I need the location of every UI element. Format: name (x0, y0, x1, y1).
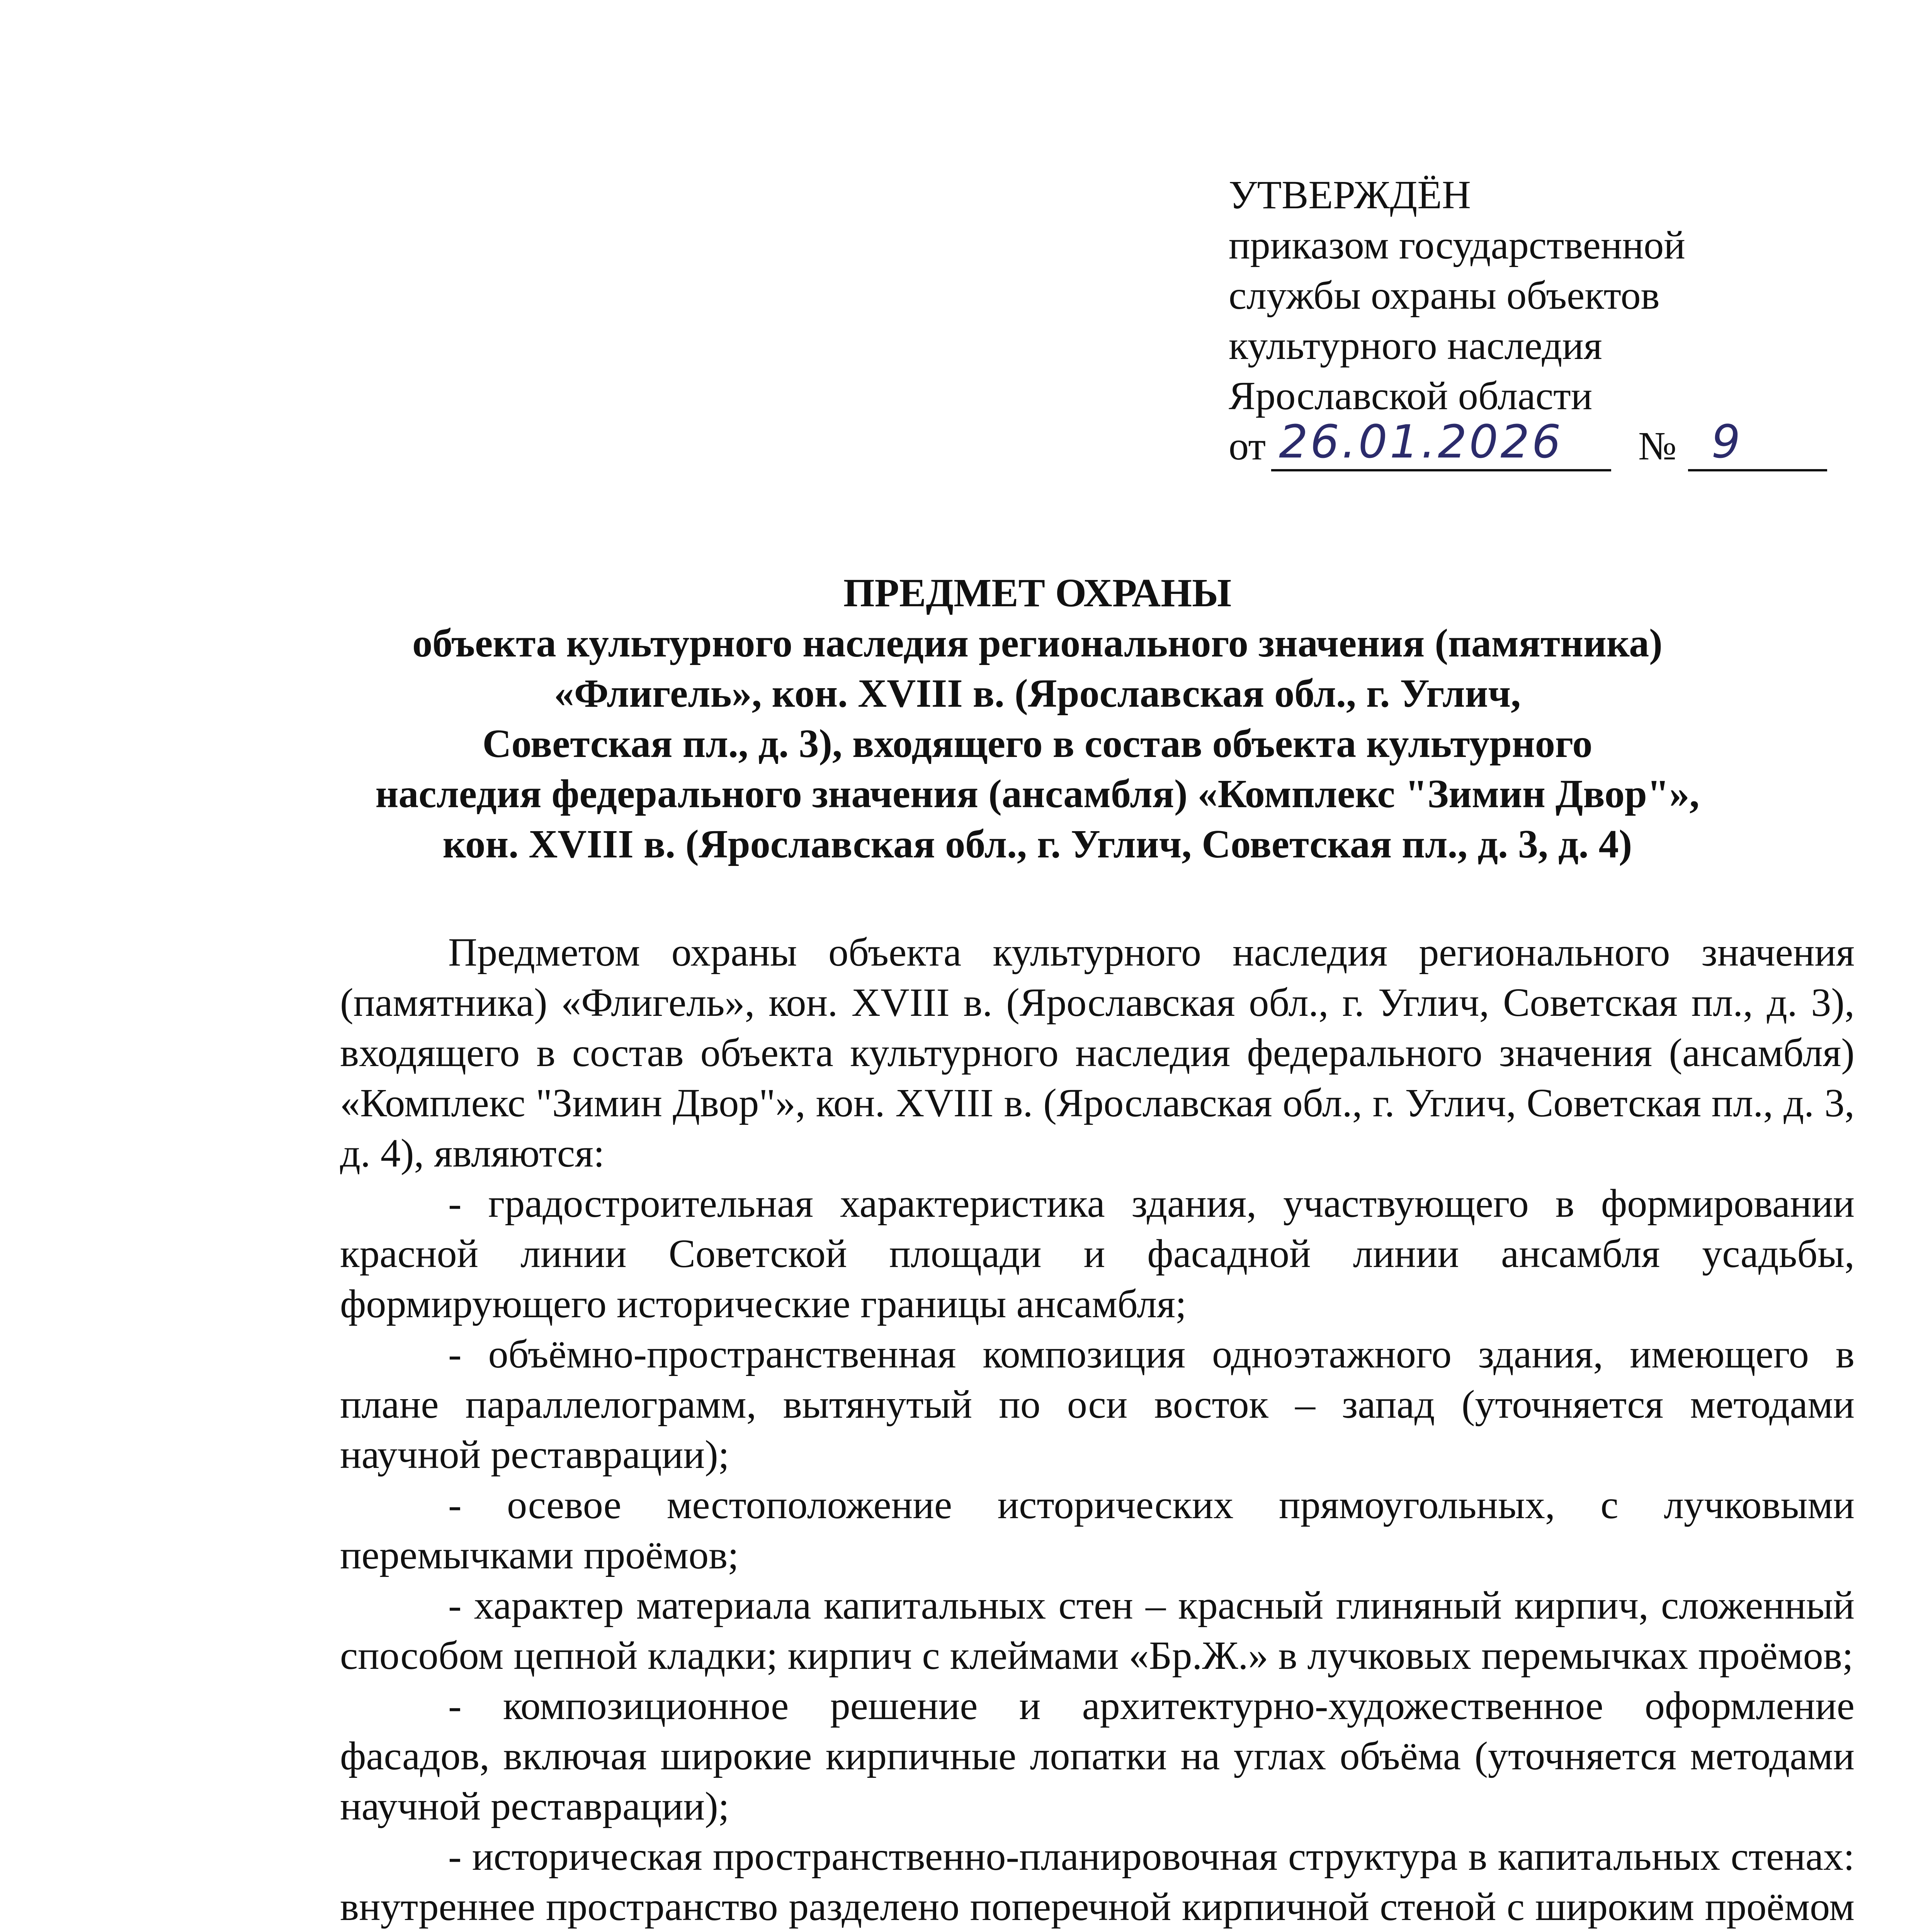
handwritten-date: 26.01.2026 (1279, 415, 1563, 468)
list-item: - осевое местоположение исторических прямоугольных, с лучковыми перемычками проёмов; (340, 1483, 1855, 1577)
list-item: - характер материала капитальных стен – красный глиняный кирпич, сложенный способом цепной кладки; кирпич с клеймами «Бр.Ж.» в лучковых перемычках проёмов; (340, 1583, 1855, 1678)
approval-stamp-block (1229, 170, 1855, 471)
list-item: - историческая пространственно-планировочная структура в капитальных стенах: внутреннее пространство разделено поперечной кирпичной стеной с широким проёмом (340, 1834, 1855, 1929)
approval-line: культурного наследия (1229, 323, 1602, 368)
document-subtitle-line: кон. XVIII в. (Ярославская обл., г. Углич, Советская пл., д. 3, д. 4) (442, 822, 1632, 866)
approval-line: службы охраны объектов (1229, 273, 1660, 318)
date-field (1271, 415, 1611, 471)
document-title: ПРЕДМЕТ ОХРАНЫ (843, 571, 1232, 615)
list-item: - композиционное решение и архитектурно-художественное оформление фасадов, включая широкие кирпичные лопатки на углах объёма (уточняется методами научной реставрации); (340, 1684, 1855, 1828)
document-title-block (216, 568, 1858, 869)
list-item: - градостроительная характеристика здания, участвующего в формировании красной линии Советской площади и фасадной линии ансамбля усадьбы, формирующего исторические границы ансамбля; (340, 1181, 1855, 1326)
list-item: - объёмно-пространственная композиция одноэтажного здания, имеющего в плане параллелограмм, вытянутый по оси восток – запад (уточняется методами научной реставрации); (340, 1332, 1855, 1477)
number-field (1688, 415, 1827, 471)
document-subtitle-line: объекта культурного наследия регионального значения (памятника) (412, 621, 1663, 665)
document-body (340, 927, 1855, 1932)
approval-line: Ярославской области (1229, 374, 1593, 418)
approval-line: приказом государственной (1229, 223, 1685, 267)
intro-paragraph: Предметом охраны объекта культурного наследия регионального значения (памятника) «Флигель», кон. XVIII в. (Ярославская обл., г. Углич, Советская пл., д. 3), входящего в состав объекта культурного наследия федерального значения (ансамбля) «Комплекс "Зимин Двор"», кон. XVIII в. (Ярославская обл., г. Углич, Советская пл., д. 3, д. 4), являются: (340, 930, 1855, 1175)
document-subtitle-line: «Флигель», кон. XVIII в. (Ярославская обл., г. Углич, (554, 671, 1521, 716)
document-subtitle-line: Советская пл., д. 3), входящего в состав объекта культурного (482, 721, 1593, 766)
document-subtitle-line: наследия федерального значения (ансамбля) «Комплекс "Зимин Двор"», (375, 772, 1700, 816)
handwritten-number: 9 (1711, 415, 1743, 468)
number-label: № (1638, 424, 1677, 468)
approval-heading: УТВЕРЖДЁН (1229, 173, 1471, 217)
approval-date-line (1229, 415, 1855, 471)
date-prefix: от (1229, 424, 1266, 468)
